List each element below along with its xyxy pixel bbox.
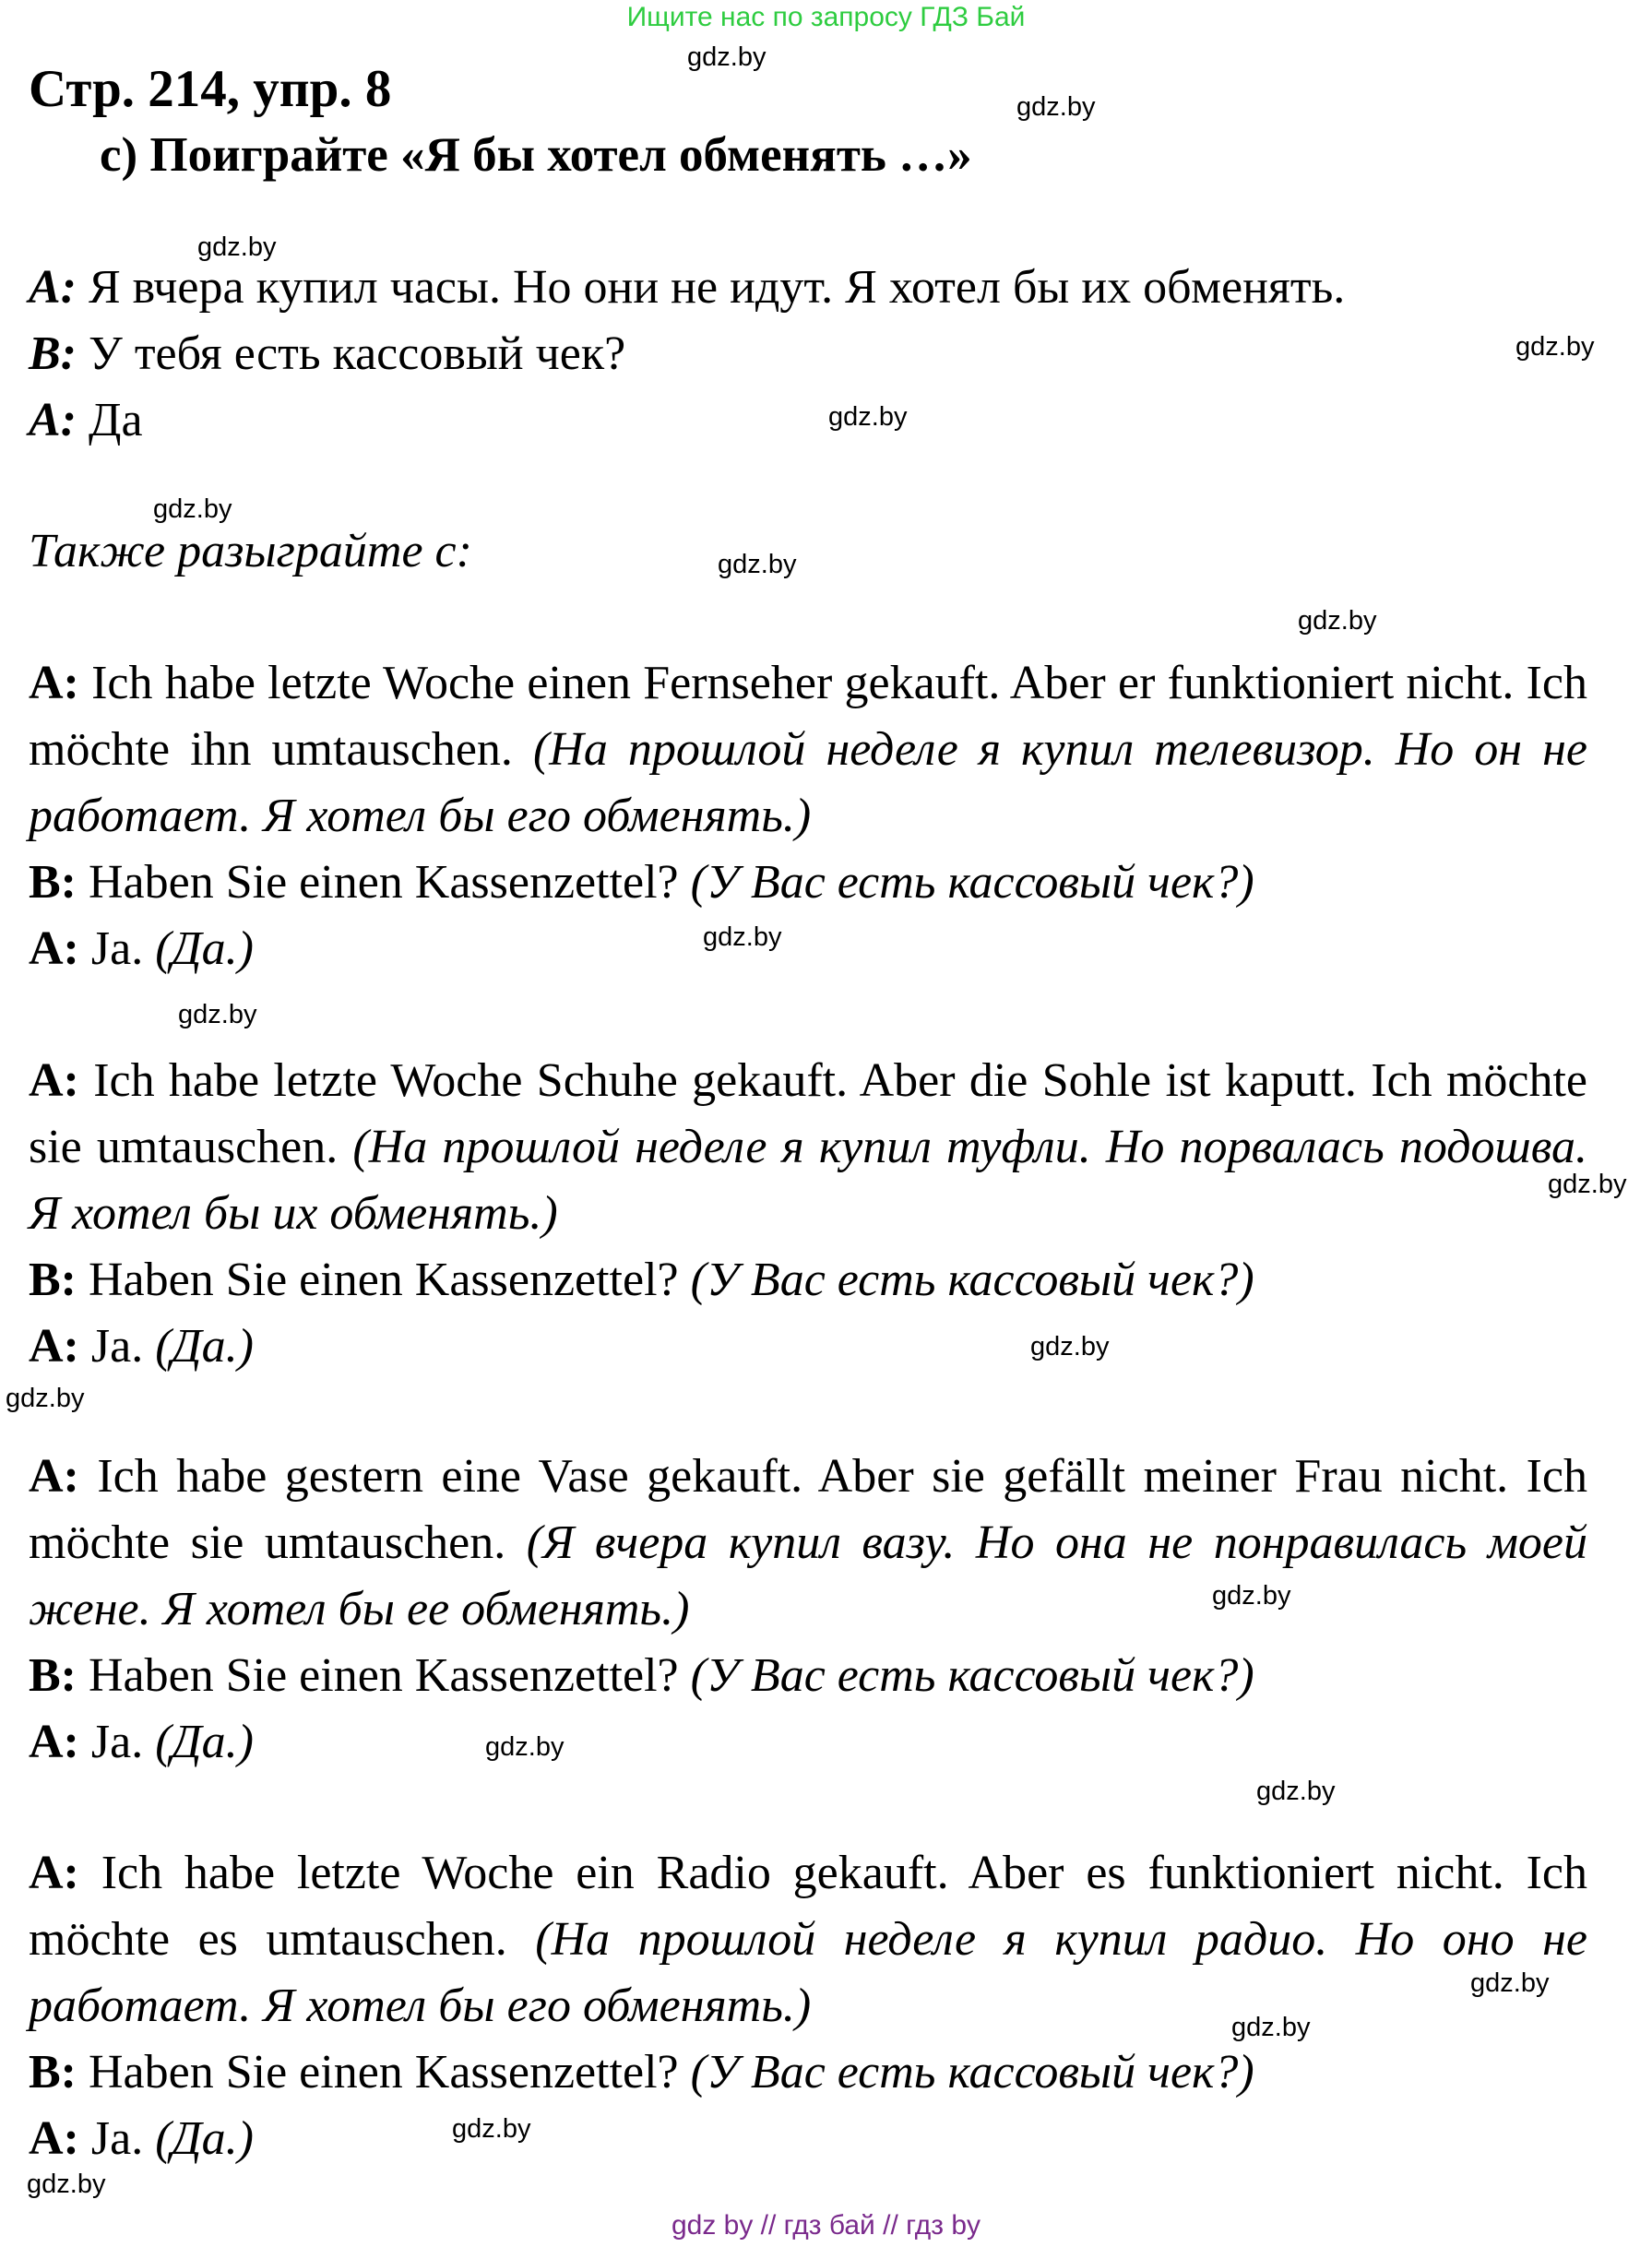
exercise-subtitle: c) Поиграйте «Я бы хотел обменять …» [100,128,972,182]
german-text: Ich habe letzte Woche einen Fernseher gekauft. Aber er funktioniert nicht. Ich möchte ihn umtauschen. [29,657,1587,776]
dialogue-line-c [29,916,1587,982]
speaker-label: B: [29,2046,77,2098]
speaker-label: A: [29,1450,79,1503]
russian-translation: (На прошлой неделе я купил туфли. Но порвалась подошва. Я хотел бы их обменять.) [29,1121,1587,1240]
dialogue-line-a [29,650,1587,850]
dialogue-line-b [29,850,1587,916]
watermark: gdz.by [1030,1332,1110,1361]
example-line-3 [29,387,143,454]
example-text: У тебя есть кассовый чек? [77,327,626,380]
dialogue-line-b [29,2039,1587,2106]
watermark: gdz.by [1515,332,1595,362]
watermark: gdz.by [485,1732,565,1762]
dialogue-line-c [29,1709,1587,1776]
russian-translation: (У Вас есть кассовый чек?) [690,2046,1254,2098]
watermark: gdz.by [452,2114,531,2144]
russian-translation: (У Вас есть кассовый чек?) [690,1649,1254,1702]
dialogue-line-b [29,1643,1587,1709]
watermark: gdz.by [703,922,782,952]
dialogue-line-c [29,1314,1587,1380]
watermark: gdz.by [1256,1777,1336,1806]
watermark: gdz.by [1548,1170,1627,1199]
speaker-label: A: [29,1847,79,1899]
watermark: gdz.by [687,42,767,72]
german-text: Ja. [78,1320,156,1373]
russian-translation: (Я вчера купил вазу. Но она не понравилась моей жене. Я хотел бы ее обменять.) [29,1516,1587,1635]
footer-links[interactable]: gdz by // гдз бай // гдз by [671,2210,981,2241]
german-text: Haben Sie einen Kassenzettel? [77,2046,691,2098]
page-title: Стр. 214, упр. 8 [29,60,392,118]
watermark: gdz.by [6,1384,85,1413]
watermark: gdz.by [178,1000,257,1029]
speaker-label: A: [29,1320,79,1373]
russian-translation: (На прошлой неделе я купил радио. Но оно не работает. Я хотел бы его обменять.) [29,1913,1587,2032]
watermark: gdz.by [27,2170,106,2199]
russian-translation: (У Вас есть кассовый чек?) [690,856,1254,909]
watermark: gdz.by [197,232,277,262]
watermark: gdz.by [828,402,908,432]
dialogue-line-b [29,1247,1587,1314]
german-text: Ja. [78,2112,156,2165]
example-line-1 [29,255,1345,321]
dialogue-line-c [29,2106,1587,2172]
german-text: Ja. [78,1716,156,1768]
german-text: Haben Sie einen Kassenzettel? [77,1649,691,1702]
dialogue-1 [29,650,1587,982]
speaker-label: A: [29,657,79,709]
watermark: gdz.by [1470,1968,1550,1998]
example-text: Я вчера купил часы. Но они не идут. Я хотел бы их обменять. [77,261,1346,314]
example-line-2 [29,321,625,387]
watermark: gdz.by [1298,606,1377,636]
russian-translation: (Да.) [155,922,254,975]
german-text: Ich habe letzte Woche Schuhe gekauft. Aber die Sohle ist kaputt. Ich möchte sie umtauschen. [29,1054,1587,1173]
german-text: Ich habe gestern eine Vase gekauft. Aber sie gefällt meiner Frau nicht. Ich möchte sie umtauschen. [29,1450,1587,1569]
watermark: gdz.by [153,494,232,524]
speaker-label: A: [29,261,77,314]
watermark: gdz.by [1016,92,1096,122]
german-text: Haben Sie einen Kassenzettel? [77,856,691,909]
watermark: gdz.by [718,550,797,579]
speaker-label: B: [29,1254,77,1306]
dialogue-line-a [29,1840,1587,2039]
speaker-label: A: [29,922,79,975]
watermark: gdz.by [1212,1581,1291,1611]
speaker-label: A: [29,2112,79,2165]
speaker-label: B: [29,856,77,909]
russian-translation: (На прошлой неделе я купил телевизор. Но он не работает. Я хотел бы его обменять.) [29,723,1588,842]
russian-translation: (Да.) [155,1320,254,1373]
dialogue-line-a [29,1444,1587,1643]
russian-translation: (У Вас есть кассовый чек?) [690,1254,1254,1306]
speaker-label: B: [29,1649,77,1702]
speaker-label: B: [29,327,77,380]
dialogue-4 [29,1840,1587,2172]
header-search-hint[interactable]: Ищите нас по запросу ГДЗ Бай [626,2,1026,32]
german-text: Ja. [78,922,156,975]
russian-translation: (Да.) [155,1716,254,1768]
example-text: Да [77,394,143,446]
russian-translation: (Да.) [155,2112,254,2165]
speaker-label: A: [29,1054,79,1107]
german-text: Ich habe letzte Woche ein Radio gekauft. Aber es funktioniert nicht. Ich möchte es umtauschen. [29,1847,1587,1966]
dialogue-line-a [29,1048,1587,1247]
dialogue-3 [29,1444,1587,1776]
speaker-label: A: [29,394,77,446]
speaker-label: A: [29,1716,79,1768]
also-play-heading: Также разыграйте с: [29,525,472,577]
dialogue-2 [29,1048,1587,1380]
german-text: Haben Sie einen Kassenzettel? [77,1254,691,1306]
watermark: gdz.by [1231,2013,1311,2042]
